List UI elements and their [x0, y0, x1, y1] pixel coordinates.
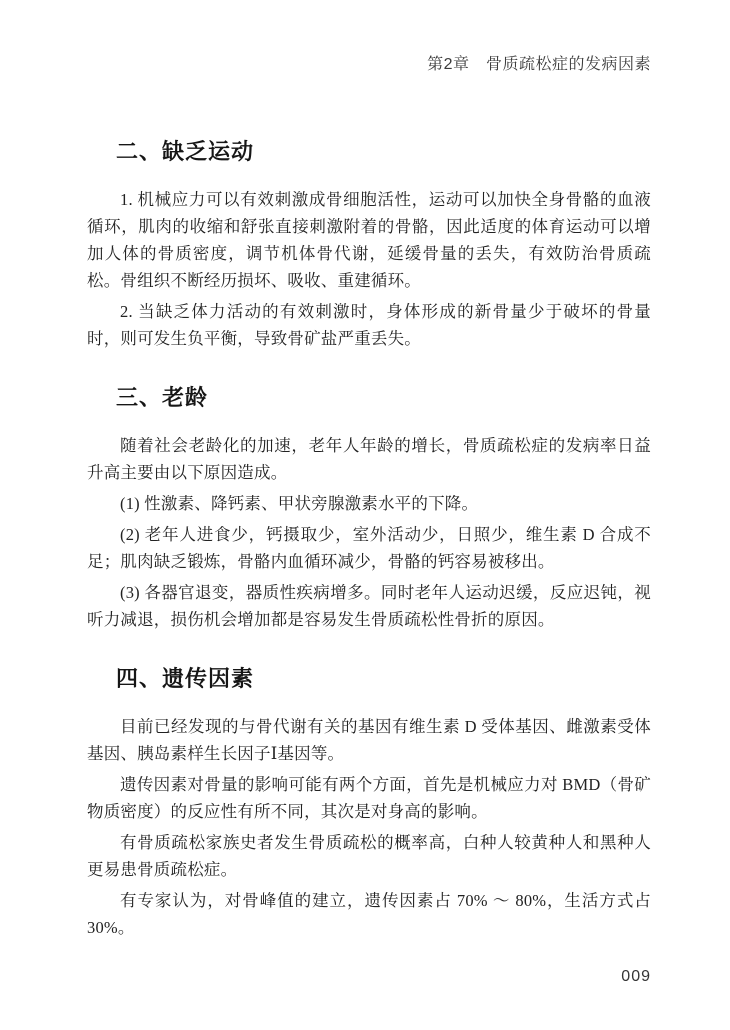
paragraph: 1. 机械应力可以有效刺激成骨细胞活性，运动可以加快全身骨骼的血液循环，肌肉的收缩和舒张直接刺激附着的骨骼，因此适度的体育运动可以增加人体的骨质密度，调节机体骨代谢，延缓骨量的丢失，有效防治骨质疏松。骨组织不断经历损坏、吸收、重建循环。	[87, 190, 651, 290]
paragraph: (1) 性激素、降钙素、甲状旁腺激素水平的下降。	[120, 494, 479, 513]
section-genetic-factors	[87, 663, 651, 941]
paragraph: (3) 各器官退变，器质性疾病增多。同时老年人运动迟缓，反应迟钝，视听力减退，损伤机会增加都是容易发生骨质疏松性骨折的原因。	[87, 583, 651, 629]
section-heading-lack-of-exercise: 二、缺乏运动	[116, 139, 255, 164]
paragraph: 随着社会老龄化的加速，老年人年龄的增长，骨质疏松症的发病率日益升高主要由以下原因造成。	[87, 436, 651, 482]
section-aging	[87, 382, 651, 633]
paragraph: 目前已经发现的与骨代谢有关的基因有维生素 D 受体基因、雌激素受体基因、胰岛素样生长因子Ⅰ基因等。	[87, 717, 651, 763]
section-heading-genetic-factors: 四、遗传因素	[116, 666, 255, 691]
paragraph: 有骨质疏松家族史者发生骨质疏松的概率高，白种人较黄种人和黑种人更易患骨质疏松症。	[87, 833, 651, 879]
section-lack-of-exercise	[87, 136, 651, 352]
paragraph: 遗传因素对骨量的影响可能有两个方面，首先是机械应力对 BMD（骨矿物质密度）的反应性有所不同，其次是对身高的影响。	[87, 775, 651, 821]
paragraph: (2) 老年人进食少，钙摄取少，室外活动少，日照少，维生素 D 合成不足；肌肉缺乏锻炼，骨骼内血循环减少，骨骼的钙容易被移出。	[87, 525, 651, 571]
paragraph: 2. 当缺乏体力活动的有效刺激时，身体形成的新骨量少于破坏的骨量时，则可发生负平衡，导致骨矿盐严重丢失。	[87, 302, 651, 348]
section-heading-aging: 三、老龄	[116, 385, 209, 410]
paragraph: 有专家认为，对骨峰值的建立，遗传因素占 70% ～ 80%，生活方式占 30%。	[87, 891, 651, 937]
page-content	[87, 0, 651, 945]
page-number: 009	[621, 968, 651, 985]
running-header: 第2章 骨质疏松症的发病因素	[427, 56, 651, 73]
